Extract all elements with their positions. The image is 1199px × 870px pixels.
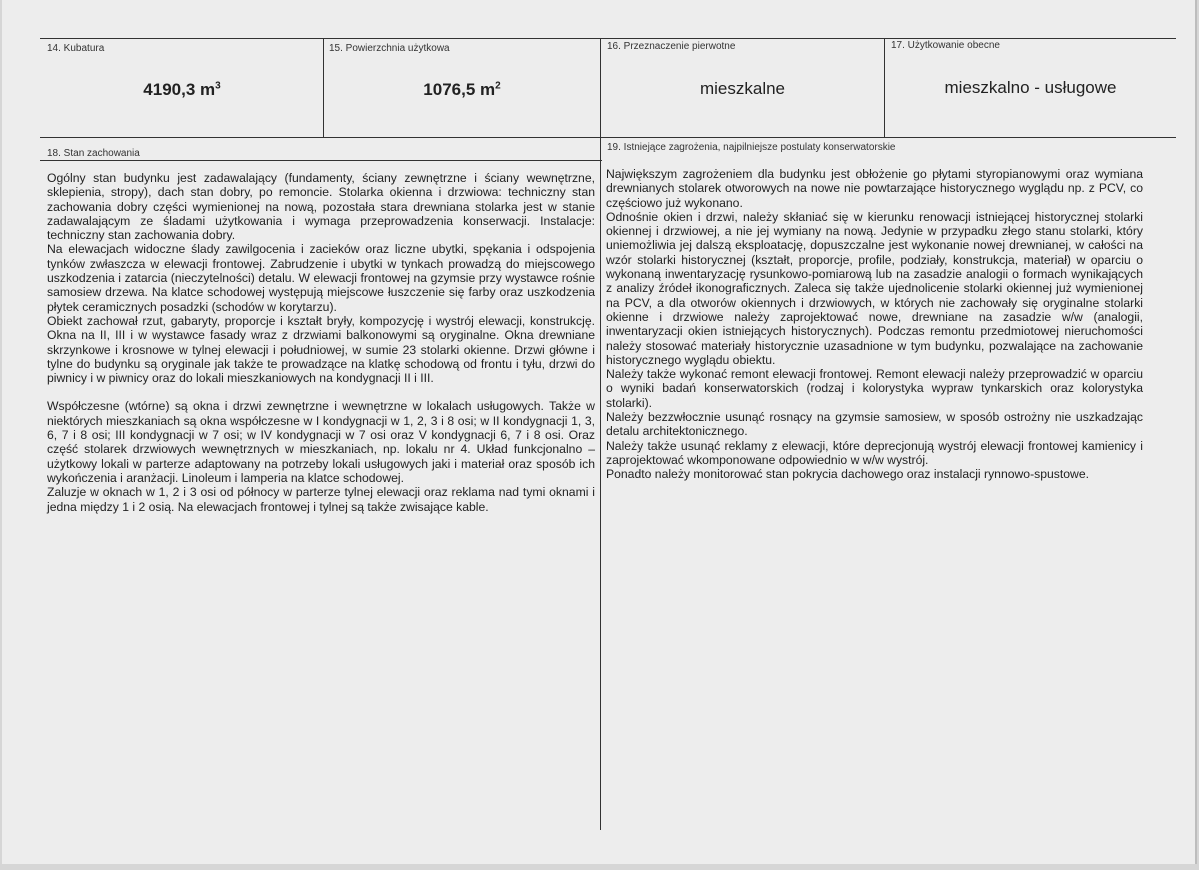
kubatura-value: 4190,3 $m^3$ — [143, 80, 221, 99]
header-bottom-rule — [40, 137, 1176, 138]
stan-zachowania-label: 18. Stan zachowania — [47, 148, 140, 159]
col-divider-2 — [600, 38, 601, 830]
header-top-rule — [40, 38, 1176, 39]
paragraph: Należy także wykonać remont elewacji frontowej. Remont elewacji należy przeprowadzić w oparciu o wyniki badań konserwatorskich (rodzaj i kolorystyka wypraw tynkarskich oraz kolorystyka stolarki). — [606, 367, 1143, 410]
zagrozenia-text — [606, 167, 1143, 482]
przeznaczenie-value: mieszkalne — [699, 79, 786, 98]
paragraph: Należy także usunąć reklamy z elewacji, które deprecjonują wystrój elewacji frontowej kamienicy i zaprojektować wkomponowane odpowiednio w w/w wystrój. — [606, 438, 1143, 467]
paragraph: Odnośnie okien i drzwi, należy skłaniać się w kierunku renowacji istniejącej historycznej stolarki okiennej i drzwiowej, a nie jej wymiany na nową. Jedynie w przypadku złego stanu stolarki, który uniemożliwia jej dalszą eksploatację, dopuszczalne jest wykonanie nowej drewnianej, w całości na wzór stolarki historycznej (kształt, proporcje, profile, podziały, konstrukcja, materiał) w oparciu o wykonaną inwentaryzację rysunkowo-pomiarową lub na zasadzie analogii o formach wynikających z analizy źródeł ikonograficznych. Zaleca się także ujednolicenie stolarki okiennej już wymienionej na PCV, a dla otworów okiennych i drzwiowych, w których nie zachowały się oryginalne stolarki okienne i drzwiowe należy zaprojektować nowe, drewniane na zasadzie w/w (analogii, inwentaryzacji okien istniejących historycznych). Podczas remontu przedmiotowej nieruchomości należy stosować materiały historycznie uzasadnione w tym budynku, pozwalające na zachowanie historycznego wyglądu obiektu. — [606, 209, 1143, 367]
uzytkowanie-label: 17. Użytkowanie obecne — [891, 40, 1000, 51]
paragraph: Obiekt zachował rzut, gabaryty, proporcje i kształt bryły, kompozycję i wystrój elewacji, konstrukcję. Okna na II, III i w wystawce fasady wraz z drzwiami balkonowymi są oryginalne. Okna drewniane skrzynkowe i krosnowe w tylnej elewacji i południowej, w sumie 23 stolarki okienne. Drzwi główne i tylne do budynku są oryginale jak także te prowadzące na klatkę schodową od frontu i tyłu, drzwi do piwnicy i w piwnicy oraz do lokali mieszkaniowych na kondygnacji II i III. — [47, 313, 595, 386]
powierzchnia-value: 1076,5 $m^2$ — [423, 80, 501, 99]
form-sheet — [2, 0, 1197, 864]
section-label-rule — [40, 160, 602, 161]
powierzchnia-label: 15. Powierzchnia użytkowa — [329, 43, 450, 54]
powierzchnia-unit-exponent: 2 — [495, 80, 501, 92]
przeznaczenie-label: 16. Przeznaczenie pierwotne — [607, 41, 736, 52]
paragraph: Zaluzje w oknach w 1, 2 i 3 osi od północy w parterze tylnej elewacji oraz reklama nad tymi oknami i jedna między 1 i 2 osią. Na elewacjach frontowej i tylnej są także zwisające kable. — [47, 485, 595, 514]
zagrozenia-label: 19. Istniejące zagrożenia, najpilniejsze postulaty konserwatorskie — [607, 142, 896, 153]
uzytkowanie-value: mieszkalno - usługowe — [944, 78, 1117, 97]
paragraph: Największym zagrożeniem dla budynku jest obłożenie go płytami styropianowymi oraz wymiana drewnianych stolarek otworowych na nowe nie powtarzające historycznego wyglądu np. z PCV, co częściowo już wykonano. — [606, 167, 1143, 210]
paragraph: Należy bezzwłocznie usunąć rosnący na gzymsie samosiew, w sposób ostrożny nie uszkadzając detalu architektonicznego. — [606, 410, 1143, 439]
paragraph: Na elewacjach widoczne ślady zawilgocenia i zacieków oraz liczne ubytki, spękania i odspojenia tynków zwłaszcza w elewacji frontowej. Zabrudzenie i ubytki w tynkach prowadzą do miejscowego uszkodzenia i zatarcia (nieczytelności) detalu. W elewacji frontowej na gzymsie przy wystawce rośnie samosiew drzewa. Na klatce schodowej występują miejscowe łuszczenie się farby oraz uszkodzenia płytek ceramicznych posadzki (schodów w korytarzu). — [47, 242, 595, 314]
paragraph: Współczesne (wtórne) są okna i drzwi zewnętrzne i wewnętrzne w lokalach usługowych. Także w niektórych mieszkaniach są okna współczesne w I kondygnacji w 1, 2, 3 i 8 osi; w II kondygnacji 1, 3, 6, 7 i 8 osi; III kondygnacji w 7 osi; w IV kondygnacji w 7 osi oraz V kondygnacji 6, 7 i 8 osi. Oraz część stolarek drzwiowych wewnętrznych w mieszkaniach, np. lokalu nr 4. Układ funkcjonalno – użytkowy lokali w parterze adaptowany na potrzeby lokali usługowych jaki i materiał oraz sposób ich wykończenia i aranżacji. Linoleum i lamperia na klatce schodowej. — [47, 399, 595, 485]
paragraph: Ponadto należy monitorować stan pokrycia dachowego oraz instalacji rynnowo-spustowe. — [606, 467, 1090, 482]
kubatura-unit-exponent: 3 — [215, 80, 221, 92]
kubatura-label: 14. Kubatura — [47, 43, 105, 54]
paragraph: Ogólny stan budynku jest zadawalający (fundamenty, ściany zewnętrzne i ściany wewnętrzne, sklepienia, stropy), dach stan dobry, po remoncie. Stolarka okienna i drzwiowa: techniczny stan zachowania dobry części wymienionej na nową, pozostała stara drewniana stolarka jest w stanie zadawalającym ze śladami użytkowania i wymaga przeprowadzenia konserwacji. Instalacje: techniczny stan zachowania dobry. — [47, 171, 595, 243]
stan-zachowania-text — [47, 171, 595, 514]
